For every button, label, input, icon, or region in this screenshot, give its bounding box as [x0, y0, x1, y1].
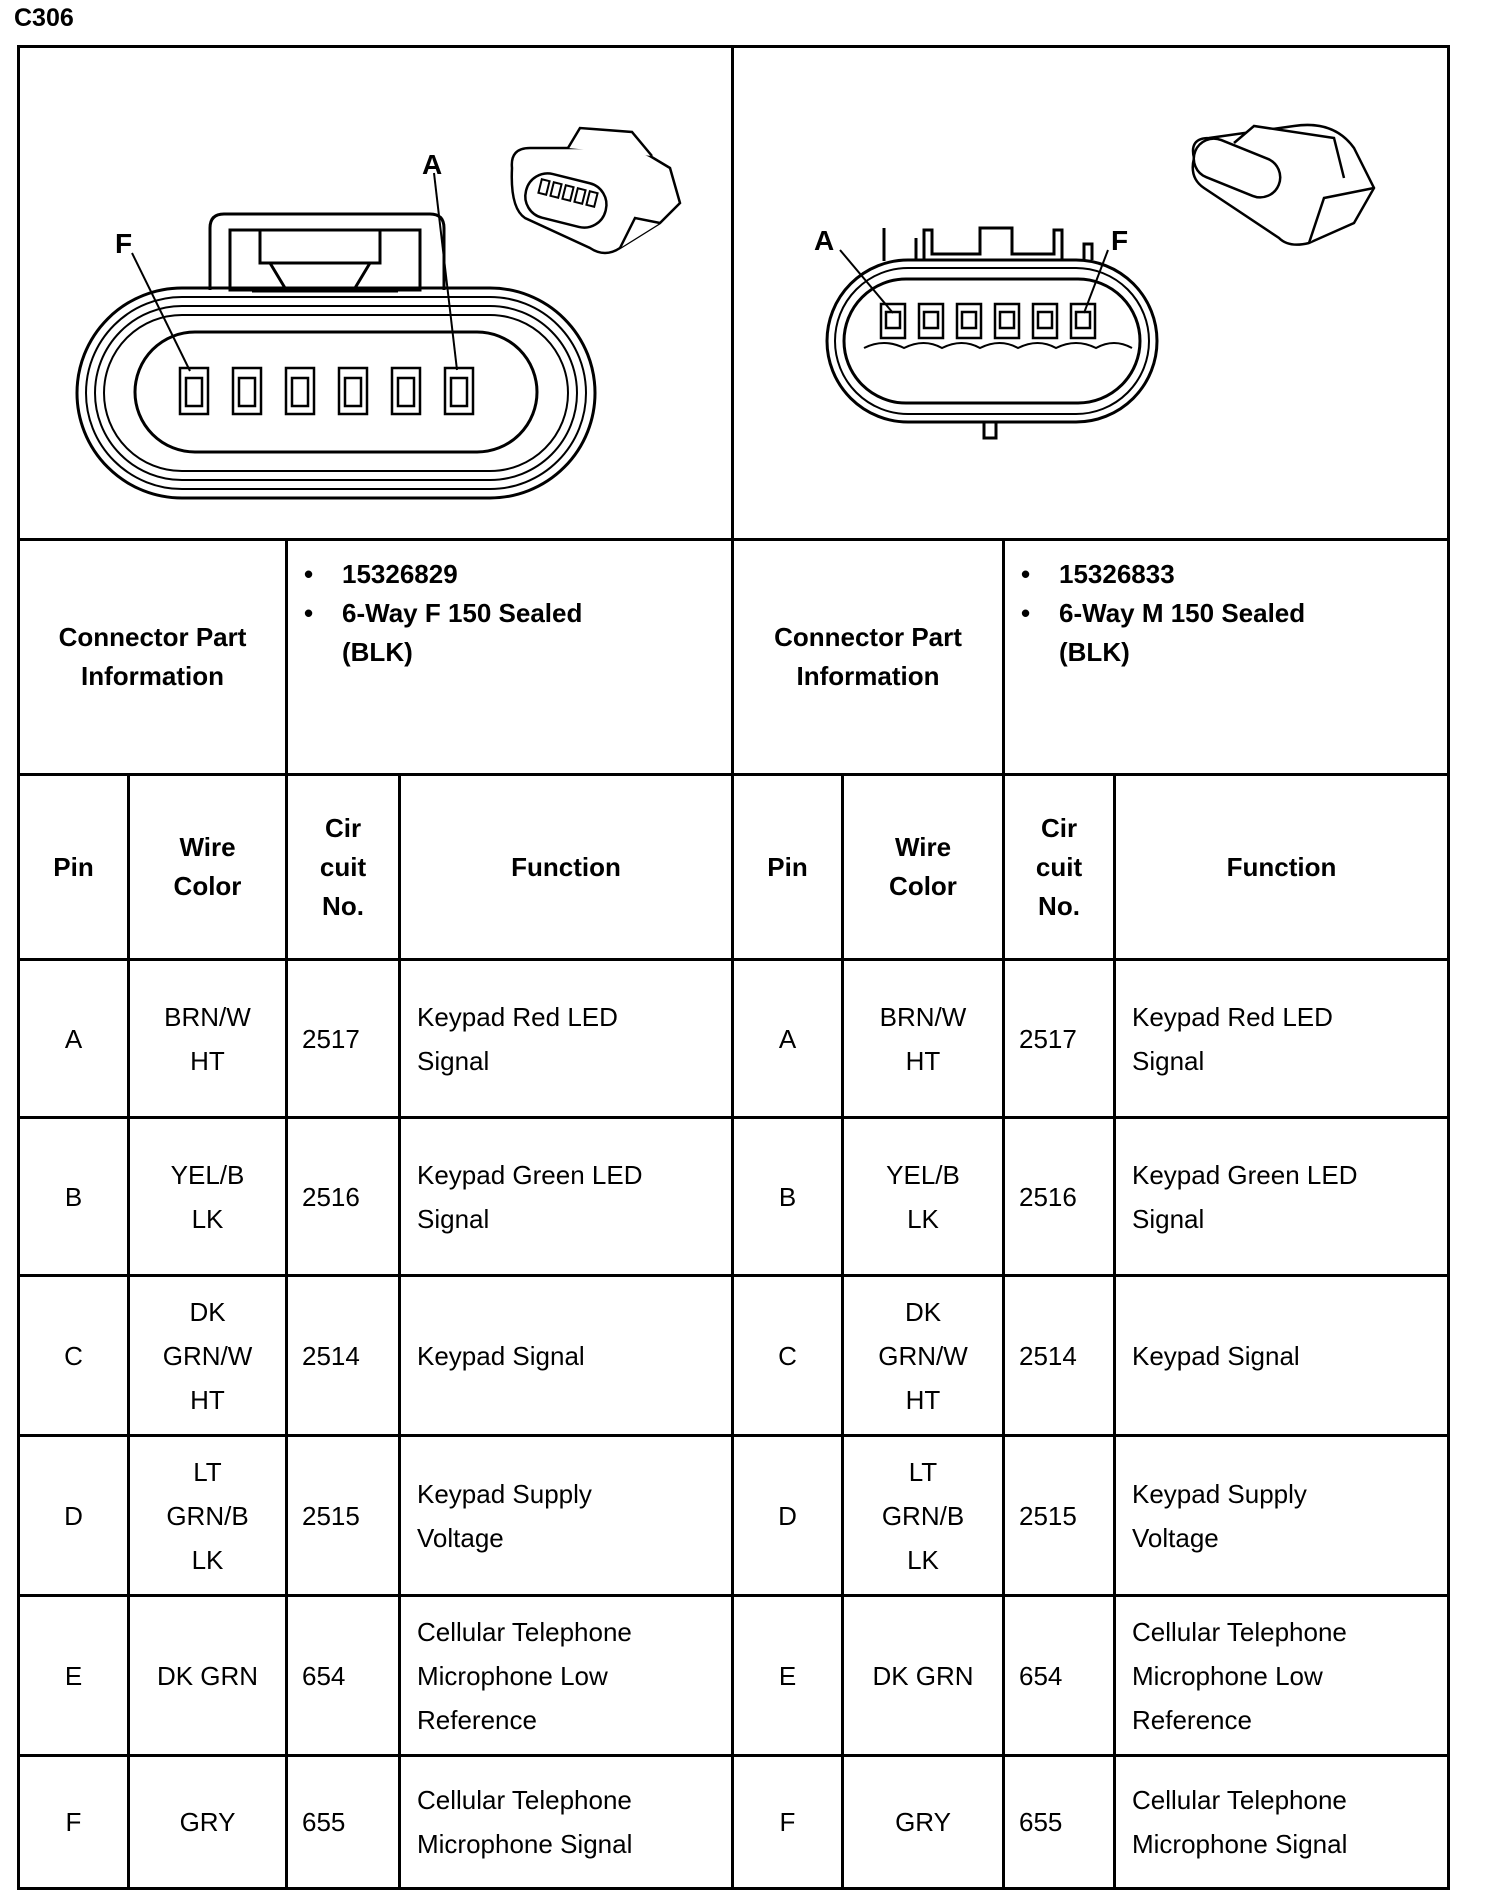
circuit-cell: 2516: [287, 1118, 400, 1276]
circuit-cell: 2515: [1004, 1436, 1115, 1596]
male-connector-diagram-cell: [733, 47, 1449, 540]
function-cell: Keypad Signal: [1115, 1276, 1449, 1436]
function-cell: Cellular Telephone Microphone Signal: [400, 1756, 733, 1889]
left-part-description: • 6-Way F 150 Sealed (BLK): [304, 594, 719, 672]
table-row: [19, 1756, 1449, 1889]
wire-color-cell: YEL/B LK: [129, 1118, 287, 1276]
left-connector-info-label: Connector Part Information: [19, 540, 287, 775]
wire-color-cell: BRN/W HT: [129, 960, 287, 1118]
circuit-cell: 654: [287, 1596, 400, 1756]
female-connector-diagram: [20, 48, 734, 538]
pin-cell: D: [733, 1436, 843, 1596]
circuit-cell: 2517: [1004, 960, 1115, 1118]
left-header-function: Function: [400, 775, 733, 960]
wire-color-cell: GRY: [843, 1756, 1004, 1889]
table-row: [19, 960, 1449, 1118]
circuit-cell: 2515: [287, 1436, 400, 1596]
function-cell: Keypad Red LED Signal: [400, 960, 733, 1118]
wire-color-cell: DK GRN: [129, 1596, 287, 1756]
wire-color-cell: GRY: [129, 1756, 287, 1889]
circuit-cell: 2514: [287, 1276, 400, 1436]
right-header-function: Function: [1115, 775, 1449, 960]
left-part-number: • 15326829: [304, 555, 719, 594]
function-cell: Keypad Green LED Signal: [400, 1118, 733, 1276]
function-cell: Keypad Green LED Signal: [1115, 1118, 1449, 1276]
column-header-row: [19, 775, 1449, 960]
table-row: [19, 1276, 1449, 1436]
left-header-wire-color: Wire Color: [129, 775, 287, 960]
female-connector-diagram-cell: [19, 47, 733, 540]
male-connector-3d-icon: [1188, 125, 1374, 245]
right-header-pin: Pin: [733, 775, 843, 960]
circuit-cell: 2516: [1004, 1118, 1115, 1276]
pin-cell: A: [733, 960, 843, 1118]
pin-cell: C: [19, 1276, 129, 1436]
wire-color-cell: DK GRN/W HT: [129, 1276, 287, 1436]
function-cell: Keypad Red LED Signal: [1115, 960, 1449, 1118]
connector-table: [17, 45, 1450, 1890]
left-header-pin: Pin: [19, 775, 129, 960]
document-title: C306: [14, 4, 74, 32]
table-row: [19, 1118, 1449, 1276]
male-pin-a-label: A: [814, 225, 835, 256]
wire-color-cell: LT GRN/B LK: [129, 1436, 287, 1596]
wire-color-cell: BRN/W HT: [843, 960, 1004, 1118]
pin-cell: F: [19, 1756, 129, 1889]
function-cell: Keypad Signal: [400, 1276, 733, 1436]
right-part-number: • 15326833: [1021, 555, 1435, 594]
right-header-circuit-no: Cir cuit No.: [1004, 775, 1115, 960]
function-cell: Cellular Telephone Microphone Low Reference: [400, 1596, 733, 1756]
wire-color-cell: DK GRN/W HT: [843, 1276, 1004, 1436]
circuit-cell: 2514: [1004, 1276, 1115, 1436]
female-connector-3d-icon: [512, 128, 680, 253]
right-connector-info-label: Connector Part Information: [733, 540, 1004, 775]
right-connector-part-info: [1004, 540, 1449, 775]
wire-color-cell: YEL/B LK: [843, 1118, 1004, 1276]
pin-cell: E: [733, 1596, 843, 1756]
male-pin-f-label: F: [1111, 225, 1129, 256]
pin-cell: D: [19, 1436, 129, 1596]
table-row: [19, 1436, 1449, 1596]
female-pin-cavities: [180, 368, 473, 414]
right-part-description: • 6-Way M 150 Sealed (BLK): [1021, 594, 1435, 672]
wire-color-cell: LT GRN/B LK: [843, 1436, 1004, 1596]
pin-cell: B: [733, 1118, 843, 1276]
pin-cell: F: [733, 1756, 843, 1889]
male-connector-diagram: [734, 48, 1450, 538]
pin-cell: C: [733, 1276, 843, 1436]
circuit-cell: 655: [1004, 1756, 1115, 1889]
pin-cell: B: [19, 1118, 129, 1276]
pin-cell: E: [19, 1596, 129, 1756]
male-pin-terminals: [881, 304, 1095, 338]
table-row: [19, 1596, 1449, 1756]
left-header-circuit-no: Cir cuit No.: [287, 775, 400, 960]
function-cell: Cellular Telephone Microphone Signal: [1115, 1756, 1449, 1889]
wire-color-cell: DK GRN: [843, 1596, 1004, 1756]
function-cell: Keypad Supply Voltage: [400, 1436, 733, 1596]
female-pin-a-label: A: [422, 149, 443, 180]
circuit-cell: 654: [1004, 1596, 1115, 1756]
left-connector-part-info: [287, 540, 733, 775]
right-header-wire-color: Wire Color: [843, 775, 1004, 960]
function-cell: Cellular Telephone Microphone Low Reference: [1115, 1596, 1449, 1756]
pin-cell: A: [19, 960, 129, 1118]
function-cell: Keypad Supply Voltage: [1115, 1436, 1449, 1596]
circuit-cell: 655: [287, 1756, 400, 1889]
circuit-cell: 2517: [287, 960, 400, 1118]
female-pin-f-label: F: [115, 228, 133, 259]
